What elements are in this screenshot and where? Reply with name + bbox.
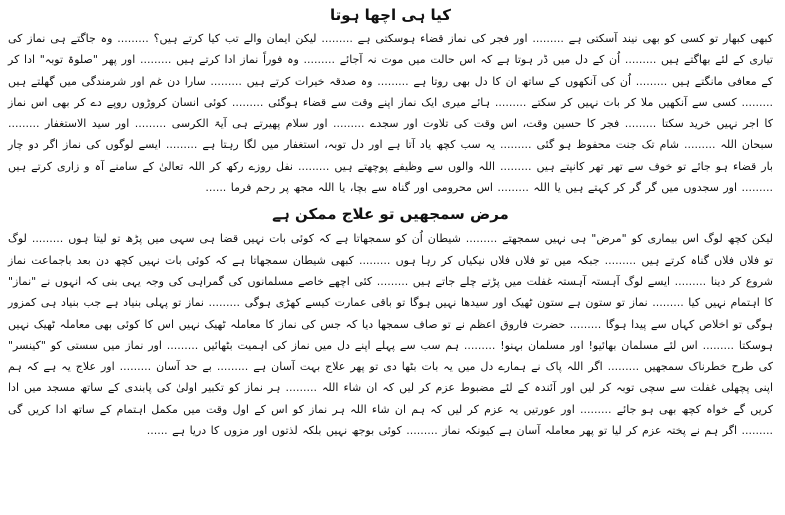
article-paragraph-1: کبھی کبھار تو کسی کو بھی نیند آسکتی ہے ......... اور فجر کی نماز قضاء ہوسکتی ہے ......... لیکن ایمان والے تب کیا کرتے ہیں؟ ......... وہ جاگتے ہی نماز کی تیاری کے لئے بھاگتے ہیں ......... اُن کے دل میں ڈر ہوتا ہے کہ اس حالت میں موت نہ آجائے ......... وہ فوراً نماز ادا کرتے ہیں ......... اور پھر "صلوۃ توبہ" ادا کر کے معافی مانگتے ہیں ......... اُن کی آنکھوں کے ساتھ ان کا دل بھی روتا ہے ......... وہ صدقہ خیرات کرتے ہیں ......... سارا دن غم اور شرمندگی میں گھلتے ہیں ......... کسی سے آنکھیں ملا کر بات نہیں کر سکتے ......... ہائے میری ایک نماز اپنے وقت سے قضاء ہوگئی ......... کوئی انسان کروڑوں روپے دے کر بھی اس نماز کا اجر نہیں خرید سکتا ......... فجر کا حسین وقت، اس وقت کی تلاوت اور سجدے ......... اور سلام پھیرتے ہی آیۃ الکرسی ......... اور سید الاستغفار ......... سبحان اللہ ......... شام تک جنت محفوظ ہو گئی ......... یہ سب کچھ یاد آتا ہے اور دل توبہ، استغفار میں لگا رہتا ہے ......... ایسے لوگوں کی نماز اگر دو چار بار قضاء ہو جائے تو خوف سے تھر تھر کانپتے ہیں ......... اللہ والوں سے وظیفے پوچھتے ہیں ......... نفل روزے رکھ کر اللہ تعالیٰ کے سامنے آہ و زاری کرتے ہیں ......... اور سجدوں میں گر گر کر کہتے ہیں یا اللہ ......... اس محرومی اور گناہ سے بچا، یا اللہ مجھ پر رحم فرما ...... — [8, 32, 773, 195]
article-title: کیا ہی اچھا ہوتا — [329, 6, 452, 24]
article-paragraph-2: لیکن کچھ لوگ اس بیماری کو "مرض" ہی نہیں سمجھتے ......... شیطان اُن کو سمجھاتا ہے کہ کوئی بات نہیں قضا ہی سہی میں پڑھ تو لیتا ہوں ......... لوگ تو فلاں فلاں گناہ کرتے ہیں ......... جبکہ میں تو فلاں فلاں نیکیاں کر رہا ہوں ......... کبھی شیطان سمجھاتا ہے کہ کوئی بات نہیں کچھ دن بعد باجماعت نماز شروع کر دینا ......... ایسے لوگ آہستہ آہستہ غفلت میں پڑتے چلے جاتے ہیں ......... کئی اچھے خاصے مسلمانوں کی گمراہی کی وجہ یہی بنی کہ انہوں نے "نماز" کا اہتمام نہیں کیا ......... نماز تو ستون ہے ستون ٹھیک اور سیدھا نہیں ہوگا تو باقی عمارت کیسے کھڑی ہوگی ......... نماز تو پہلی بنیاد ہے جب بنیاد ہی کمزور ہوگی تو اخلاص کہاں سے پیدا ہوگا ......... حضرت فاروق اعظم نے تو صاف سمجھا دیا کہ جس کی نماز کا معاملہ ٹھیک نہیں اس کا کوئی بھی معاملہ ٹھیک نہیں ہوسکتا ......... اس لئے مسلمان بھائیو! اور مسلمان بہنو! ......... ہم سب سے پہلے اپنے دل میں نماز کی اہمیت بٹھائیں ......... اور نماز میں سستی کو "کینسر" کی طرح خطرناک سمجھیں ......... اگر اللہ پاک نے ہمارے دل میں یہ بات بٹھا دی تو پھر علاج بہت آسان ہے ......... بے حد آسان ......... اور علاج یہ ہے کہ ہم اپنی پچھلی غفلت سے سچی توبہ کر لیں اور آئندہ کے لئے مضبوط عزم کر لیں کہ ان شاء اللہ ......... ہر نماز کو تکبیر اولیٰ کی پابندی کے ساتھ مسجد میں ادا کریں گے خواہ کچھ بھی ہو جائے ......... اور عورتیں یہ عزم کر لیں کہ ہم ان شاء اللہ ہر نماز کو اس کے اول وقت میں مکمل اہتمام کے ساتھ ادا کریں گی ......... اگر ہم نے پختہ عزم کر لیا تو پھر معاملہ آسان ہے کیونکہ نماز ......... کوئی بوجھ نہیں بلکہ لذتوں اور مزوں کا دریا ہے ...... — [8, 232, 773, 438]
section-subtitle: مرض سمجھیں تو علاج ممکن ہے — [272, 205, 509, 224]
